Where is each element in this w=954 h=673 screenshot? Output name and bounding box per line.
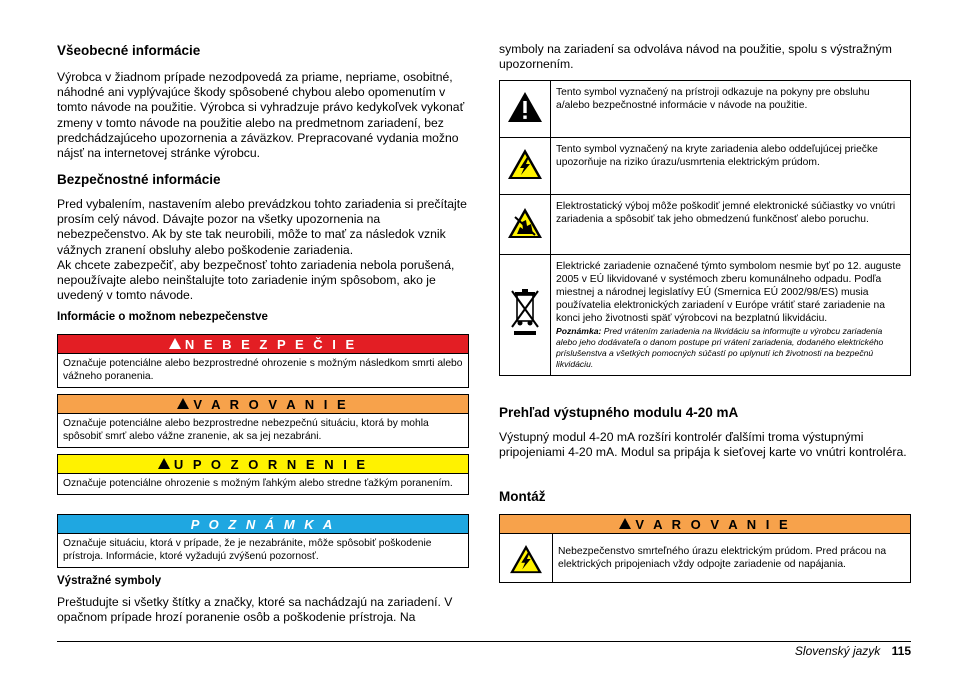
caution-title: U P O Z O R N E N I E — [173, 456, 369, 472]
electrical-hazard-icon — [500, 534, 553, 583]
install-warning-title: V A R O V A N I E — [635, 516, 791, 532]
warning-triangle-icon — [500, 81, 551, 138]
paragraph-general-info: Výrobca v žiadnom prípade nezodpovedá za priame, nepriame, osobitné, náhodné ani vyplývajúce škody spôsobené chybou alebo opomenutím v tomto návode na použitie. Výrobca si vyhradzuje právo kedykoľvek vykonať zmeny v tomto návode na použitie alebo na predmetnom zariadení, bez predchádzajúceho upozornenia a záväzkov. Prepracované vydania možno nájsť na internetovej stránke výrobcu. — [57, 70, 465, 161]
warning-box — [57, 394, 469, 448]
install-warning-header — [500, 515, 910, 534]
notice-header: P O Z N Á M K A — [58, 515, 468, 534]
install-warning-text: Nebezpečenstvo smrteľného úrazu elektrickým prúdom. Pred prácou na elektrických pripojeniach vždy odpojte zariadenie od napájania. — [558, 546, 887, 570]
caution-header — [58, 455, 468, 474]
heading-warning-symbols: Výstražné symboly — [57, 575, 162, 587]
symbol-description — [551, 255, 911, 376]
warning-header — [58, 395, 468, 414]
weee-note — [556, 326, 905, 370]
page-number: 115 — [891, 644, 911, 658]
paragraph-safety-1: Pred vybalením, nastavením alebo prevádzkou tohto zariadenia si prečítajte prosím celý návod. Dávajte pozor na všetky upozornenia na nebezpečenstvo. Ak by ste tak neurobili, môže to mať za následok vznik vážnych zranení obsluhy alebo poškodenie zariadenia. — [57, 197, 467, 257]
danger-box — [57, 334, 469, 388]
symbol-row — [500, 81, 911, 138]
danger-header — [58, 335, 468, 354]
symbol-description: Tento symbol vyznačený na prístroji odkazuje na pokyny pre obsluhu a/alebo bezpečnostné informácie v návode na použitie. — [551, 81, 911, 138]
footer-rule — [57, 641, 911, 642]
symbols-table — [499, 80, 911, 376]
warning-triangle-icon — [158, 458, 170, 469]
warning-title: V A R O V A N I E — [193, 396, 349, 412]
weee-crossed-bin-icon — [500, 255, 551, 376]
install-warning-body — [500, 534, 910, 583]
paragraph-symbols: Preštudujte si všetky štítky a značky, ktoré sa nachádzajú na zariadení. V opačnom prípade hrozí poranenie osôb a poškodenie prístroja. Na — [57, 595, 453, 625]
heading-safety-info: Bezpečnostné informácie — [57, 172, 221, 187]
warning-text: Označuje potenciálne alebo bezprostredne nebezpečnú situáciu, ktorá by mohla spôsobiť smrť alebo vážne zranenie, ak sa jej nezabráni. — [63, 418, 429, 442]
heading-hazard-info: Informácie o možnom nebezpečenstve — [57, 311, 268, 323]
heading-general-info: Všeobecné informácie — [57, 43, 201, 58]
heading-output-module: Prehľad výstupného modulu 4-20 mA — [499, 405, 739, 420]
note-label: Poznámka: — [556, 326, 602, 336]
weee-text: Elektrické zariadenie označené týmto symbolom nesmie byť po 12. auguste 2005 v EÚ likvidované v systémoch zberu komunálneho odpadu. Podľa miestnej a národnej legislatívy EÚ (Smernica EÚ 2002/98/ES) musia používatelia elektronických zariadení v Európe vrátiť staré zariadenie na konci jeho životnosti späť výrobcovi na bezplatnú likvidáciu. — [556, 261, 901, 324]
paragraph-safety-2: Ak chcete zabezpečiť, aby bezpečnosť tohto zariadenia nebola porušená, nepoužívajte alebo neinštalujte toto zariadenie iným spôsobom, ako je uvedený v tomto návode. — [57, 258, 455, 303]
caution-text: Označuje potenciálne ohrozenie s možným ľahkým alebo stredne ťažkým poranením. — [63, 478, 453, 489]
warning-triangle-icon — [177, 398, 189, 409]
note-text: Pred vrátením zariadenia na likvidáciu sa informujte u výrobcu zariadenia alebo jeho dodávateľa o danom postupe pri vrátení zariadenia, dodaného elektrického príslušenstva a všetkých pomocných súčastí po uplynutí ich životnosti na bezpečnú likvidáciu. — [556, 326, 884, 369]
symbol-row — [500, 255, 911, 376]
symbol-description: Tento symbol vyznačený na kryte zariadenia alebo oddeľujúcej priečke upozorňuje na riziko úrazu/usmrtenia elektrickým prúdom. — [551, 138, 911, 195]
symbol-row — [500, 138, 911, 195]
notice-text: Označuje situáciu, ktorá v prípade, že je nezabránite, môže spôsobiť poškodenie prístroja. Informácie, ktoré vyžadujú zvýšenú pozornosť. — [63, 538, 432, 562]
footer — [795, 644, 911, 658]
caution-box — [57, 454, 469, 495]
paragraph-output-module: Výstupný modul 4-20 mA rozšíri kontrolér ďalšími troma výstupnými pripojeniami 4-20 mA. Modul sa pripája k sieťovej karte vo vnútri kontroléra. — [499, 430, 907, 460]
heading-installation: Montáž — [499, 489, 546, 504]
notice-box — [57, 514, 469, 568]
danger-title: N E B E Z P E Č I E — [184, 336, 358, 352]
footer-language: Slovenský jazyk — [794, 644, 881, 658]
symbol-row — [500, 195, 911, 255]
electrical-hazard-icon — [500, 138, 551, 195]
warning-triangle-icon — [169, 338, 181, 349]
warning-triangle-icon — [619, 518, 631, 529]
install-warning-box — [499, 514, 911, 583]
paragraph-symbols-continued: symboly na zariadení sa odvoláva návod na použitie, spolu s výstražným upozornením. — [499, 42, 892, 72]
esd-icon — [500, 195, 551, 255]
symbol-description: Elektrostatický výboj môže poškodiť jemné elektronické súčiastky vo vnútri zariadenia a spôsobiť tak jeho obmedzenú funkčnosť alebo poruchu. — [551, 195, 911, 255]
danger-text: Označuje potenciálne alebo bezprostredné ohrozenie s možným následkom smrti alebo vážneho poranenia. — [63, 358, 463, 382]
